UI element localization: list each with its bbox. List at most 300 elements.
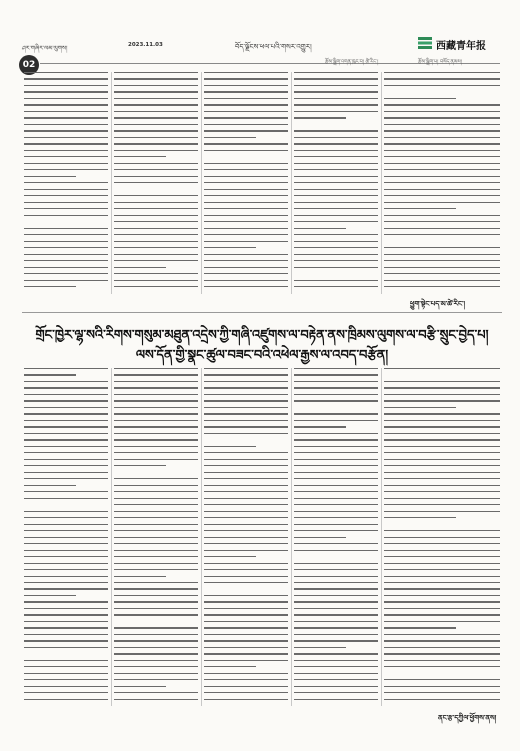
text-line — [24, 137, 108, 138]
text-line — [24, 387, 108, 388]
text-line — [24, 504, 108, 505]
text-line — [384, 446, 500, 447]
text-line — [114, 647, 198, 648]
text-line — [384, 387, 500, 388]
text-line — [114, 537, 198, 538]
text-line — [384, 582, 500, 583]
text-line — [24, 104, 108, 105]
text-line — [204, 124, 288, 125]
text-line — [204, 601, 288, 602]
text-line — [24, 673, 108, 674]
text-line — [294, 130, 378, 131]
text-line — [114, 85, 198, 86]
main-article-column-2 — [114, 368, 198, 706]
column-divider — [381, 368, 382, 706]
text-line — [114, 472, 198, 473]
text-line — [114, 686, 166, 687]
text-line — [204, 517, 288, 518]
text-line — [114, 478, 198, 479]
text-line — [204, 98, 288, 99]
text-line — [204, 498, 288, 499]
text-line — [24, 556, 108, 557]
text-line — [204, 394, 288, 395]
text-line — [24, 85, 108, 86]
text-line — [114, 588, 198, 589]
text-line — [384, 202, 500, 203]
text-line — [384, 143, 500, 144]
text-line — [24, 621, 108, 622]
text-line — [384, 524, 500, 525]
text-line — [294, 286, 378, 287]
text-line — [114, 286, 198, 287]
text-line — [294, 150, 378, 151]
text-line — [294, 614, 378, 615]
text-line — [114, 576, 166, 577]
text-line — [294, 563, 378, 564]
text-line — [294, 446, 378, 447]
text-line — [114, 407, 198, 408]
text-line — [24, 273, 108, 274]
text-line — [24, 163, 108, 164]
text-line — [384, 666, 500, 667]
text-line — [294, 517, 378, 518]
text-line — [114, 660, 198, 661]
text-line — [114, 543, 198, 544]
text-line — [294, 491, 378, 492]
text-line — [24, 543, 108, 544]
text-line — [294, 169, 378, 170]
text-line — [294, 273, 378, 274]
text-line — [114, 78, 198, 79]
text-line — [24, 472, 108, 473]
text-line — [24, 588, 108, 589]
text-line — [204, 247, 256, 248]
text-line — [294, 254, 378, 255]
top-article-column-5 — [384, 72, 500, 294]
text-line — [114, 524, 198, 525]
text-line — [294, 163, 378, 164]
text-line — [384, 433, 500, 434]
text-line — [24, 576, 108, 577]
text-line — [204, 254, 288, 255]
text-line — [24, 550, 108, 551]
text-line — [24, 130, 108, 131]
text-line — [114, 569, 198, 570]
text-line — [24, 498, 108, 499]
text-line — [24, 280, 108, 281]
main-article-column-4 — [294, 368, 378, 706]
column-divider — [111, 368, 112, 706]
text-line — [114, 640, 198, 641]
section-label: ཤར་གཞིར་ལམ་ལུགས། — [22, 45, 68, 52]
text-line — [114, 98, 198, 99]
text-line — [384, 595, 500, 596]
text-line — [114, 634, 198, 635]
text-line — [204, 420, 288, 421]
text-line — [294, 394, 378, 395]
text-line — [384, 221, 500, 222]
text-line — [294, 433, 378, 434]
text-line — [294, 111, 378, 112]
text-line — [384, 621, 500, 622]
text-line — [24, 374, 76, 375]
text-line — [114, 465, 166, 466]
text-line — [384, 569, 500, 570]
text-line — [384, 452, 500, 453]
issue-date: 2023.11.03 — [128, 42, 163, 48]
text-line — [204, 627, 288, 628]
text-line — [114, 601, 198, 602]
text-line — [384, 426, 500, 427]
text-line — [24, 143, 108, 144]
text-line — [24, 686, 108, 687]
reporter-info: རྩོམ་སྒྲིག་པ། བསོད་ནམས། — [418, 59, 462, 65]
text-line — [204, 407, 288, 408]
text-line — [384, 686, 500, 687]
text-line — [294, 459, 378, 460]
text-line — [204, 400, 288, 401]
text-line — [384, 130, 500, 131]
text-line — [384, 588, 500, 589]
text-line — [294, 511, 378, 512]
text-line — [384, 491, 500, 492]
text-line — [24, 433, 108, 434]
text-line — [204, 182, 288, 183]
text-line — [24, 189, 108, 190]
text-line — [384, 614, 500, 615]
text-line — [204, 104, 288, 105]
text-line — [204, 692, 288, 693]
text-line — [384, 117, 500, 118]
text-line — [114, 221, 198, 222]
text-line — [384, 254, 500, 255]
text-line — [114, 439, 198, 440]
text-line — [384, 247, 500, 248]
text-line — [204, 666, 256, 667]
text-line — [204, 433, 288, 434]
text-line — [24, 182, 108, 183]
text-line — [24, 524, 108, 525]
text-line — [204, 446, 256, 447]
text-line — [294, 660, 378, 661]
text-line — [204, 85, 288, 86]
text-line — [114, 381, 198, 382]
text-line — [294, 439, 378, 440]
text-line — [24, 202, 108, 203]
text-line — [24, 78, 108, 79]
text-line — [114, 400, 198, 401]
text-line — [204, 504, 288, 505]
text-line — [384, 234, 500, 235]
text-line — [24, 176, 76, 177]
text-line — [204, 381, 288, 382]
text-line — [294, 208, 378, 209]
text-line — [114, 156, 166, 157]
text-line — [204, 621, 288, 622]
text-line — [294, 176, 378, 177]
text-line — [24, 267, 108, 268]
text-line — [294, 595, 378, 596]
text-line — [384, 111, 500, 112]
text-line — [114, 280, 198, 281]
text-line — [294, 673, 378, 674]
text-line — [24, 640, 108, 641]
main-article-column-5 — [384, 368, 500, 706]
text-line — [384, 634, 500, 635]
text-line — [204, 556, 256, 557]
text-line — [204, 260, 288, 261]
text-line — [114, 394, 198, 395]
text-line — [384, 85, 500, 86]
text-line — [114, 563, 198, 564]
text-line — [24, 459, 108, 460]
text-line — [384, 195, 500, 196]
text-line — [204, 588, 288, 589]
text-line — [114, 692, 198, 693]
text-line — [384, 381, 500, 382]
text-line — [204, 686, 288, 687]
text-line — [204, 91, 288, 92]
text-line — [24, 627, 108, 628]
text-line — [294, 686, 378, 687]
text-line — [114, 72, 198, 73]
text-line — [384, 537, 500, 538]
text-line — [384, 163, 500, 164]
text-line — [114, 137, 198, 138]
text-line — [384, 104, 500, 105]
text-line — [294, 426, 346, 427]
column-divider — [381, 72, 382, 294]
text-line — [114, 595, 198, 596]
masthead-title: བོད་ལྗོངས་ཕལ་པའི་གསར་འགྱུར། — [235, 43, 312, 51]
text-line — [204, 459, 288, 460]
main-article-byline: ནང་རྩ་དཀྱིལ་ཕྱོགས་ནས། — [438, 714, 497, 722]
text-line — [294, 202, 378, 203]
text-line — [384, 400, 500, 401]
text-line — [204, 660, 288, 661]
text-line — [294, 143, 378, 144]
text-line — [24, 156, 108, 157]
text-line — [384, 550, 500, 551]
text-line — [114, 433, 198, 434]
text-line — [294, 117, 346, 118]
text-line — [294, 478, 378, 479]
text-line — [204, 374, 288, 375]
text-line — [204, 472, 288, 473]
text-line — [114, 169, 198, 170]
text-line — [114, 653, 198, 654]
text-line — [114, 124, 198, 125]
text-line — [384, 228, 500, 229]
text-line — [114, 511, 198, 512]
text-line — [114, 111, 198, 112]
text-line — [384, 137, 500, 138]
text-line — [384, 182, 500, 183]
text-line — [114, 208, 198, 209]
text-line — [384, 498, 500, 499]
text-line — [294, 374, 378, 375]
text-line — [294, 72, 378, 73]
text-line — [24, 699, 108, 700]
text-line — [204, 582, 288, 583]
text-line — [384, 673, 500, 674]
text-line — [294, 550, 378, 551]
text-line — [384, 608, 500, 609]
text-line — [24, 439, 108, 440]
text-line — [384, 465, 500, 466]
text-line — [24, 150, 108, 151]
text-line — [24, 601, 108, 602]
text-line — [204, 537, 288, 538]
text-line — [24, 563, 108, 564]
text-line — [204, 208, 288, 209]
text-line — [204, 478, 288, 479]
text-line — [384, 273, 500, 274]
text-line — [114, 189, 198, 190]
newspaper-brand: 西藏青年报 — [436, 41, 486, 52]
text-line — [384, 407, 456, 408]
text-line — [204, 215, 288, 216]
text-line — [114, 420, 198, 421]
text-line — [384, 150, 500, 151]
text-line — [24, 241, 108, 242]
text-line — [114, 374, 198, 375]
top-article-column-1 — [24, 72, 108, 294]
text-line — [24, 608, 108, 609]
text-line — [24, 491, 108, 492]
top-article-byline: ཕྱུག་སྟེང་པད་མ་ཚེ་རིང་། — [410, 300, 466, 308]
text-line — [384, 208, 456, 209]
text-line — [204, 699, 288, 700]
text-line — [294, 85, 378, 86]
text-line — [114, 498, 198, 499]
text-line — [204, 413, 288, 414]
text-line — [294, 78, 378, 79]
text-line — [114, 273, 198, 274]
text-line — [294, 524, 378, 525]
text-line — [24, 653, 108, 654]
text-line — [384, 660, 500, 661]
text-line — [384, 439, 500, 440]
text-line — [384, 374, 500, 375]
text-line — [204, 280, 288, 281]
text-line — [294, 234, 378, 235]
text-line — [204, 368, 288, 369]
text-line — [294, 368, 378, 369]
text-line — [24, 692, 108, 693]
text-line — [294, 260, 378, 261]
text-line — [294, 569, 378, 570]
top-article-column-4 — [294, 72, 378, 294]
text-line — [24, 530, 108, 531]
text-line — [24, 260, 108, 261]
text-line — [384, 653, 500, 654]
text-line — [294, 215, 378, 216]
text-line — [114, 550, 198, 551]
text-line — [204, 130, 288, 131]
text-line — [294, 640, 378, 641]
text-line — [114, 234, 198, 235]
text-line — [294, 137, 378, 138]
text-line — [114, 143, 198, 144]
text-line — [24, 228, 108, 229]
text-line — [24, 413, 108, 414]
text-line — [24, 381, 108, 382]
text-line — [114, 666, 198, 667]
text-line — [294, 195, 378, 196]
text-line — [384, 286, 500, 287]
text-line — [24, 446, 108, 447]
main-subheadline: ལས་དོན་གྱི་སྣང་ཚུལ་བཟང་བའི་འཕེལ་རྒྱས་ལ་འབད་བརྩོན། — [135, 348, 389, 363]
text-line — [114, 267, 166, 268]
text-line — [294, 91, 378, 92]
text-line — [204, 673, 288, 674]
text-line — [384, 91, 500, 92]
editor-info: རྩོམ་སྒྲིག་འགན་ཁུར་བ། ཚེ་རིང་། — [325, 59, 379, 65]
text-line — [24, 452, 108, 453]
text-line — [204, 679, 288, 680]
text-line — [384, 280, 500, 281]
text-line — [114, 195, 198, 196]
text-line — [24, 394, 108, 395]
text-line — [384, 517, 456, 518]
text-line — [294, 608, 378, 609]
text-line — [204, 608, 288, 609]
text-line — [114, 117, 198, 118]
text-line — [204, 491, 288, 492]
text-line — [24, 368, 108, 369]
text-line — [114, 452, 198, 453]
text-line — [384, 124, 500, 125]
text-line — [204, 72, 288, 73]
text-line — [114, 582, 198, 583]
text-line — [114, 679, 198, 680]
section-divider — [22, 312, 502, 313]
text-line — [114, 446, 198, 447]
text-line — [384, 267, 500, 268]
text-line — [204, 163, 288, 164]
text-line — [294, 692, 378, 693]
text-line — [24, 511, 108, 512]
text-line — [204, 550, 288, 551]
main-headline: གྲོང་ཁྱེར་ལྷ་སའི་རིགས་གསུམ་མཐུན་འདྲེས་ཀྱི་གཞི་འཛུགས་ལ་བརྟེན་ནས་ཁྲིམས་ལུགས་ལ་བརྩི་སྲུང་བྱེད་པ། — [35, 328, 489, 343]
text-line — [24, 660, 108, 661]
text-line — [294, 98, 378, 99]
text-line — [204, 465, 288, 466]
text-line — [24, 254, 108, 255]
text-line — [24, 569, 108, 570]
text-line — [384, 543, 500, 544]
text-line — [294, 653, 378, 654]
text-line — [114, 202, 198, 203]
text-line — [294, 576, 378, 577]
text-line — [114, 673, 198, 674]
text-line — [24, 595, 76, 596]
text-line — [114, 387, 198, 388]
text-line — [384, 78, 500, 79]
text-line — [204, 569, 288, 570]
text-line — [24, 195, 108, 196]
text-line — [114, 254, 198, 255]
text-line — [24, 666, 108, 667]
text-line — [204, 111, 288, 112]
text-line — [384, 504, 500, 505]
text-line — [114, 91, 198, 92]
top-article-column-3 — [204, 72, 288, 294]
text-line — [294, 634, 378, 635]
text-line — [204, 117, 288, 118]
text-line — [114, 260, 198, 261]
